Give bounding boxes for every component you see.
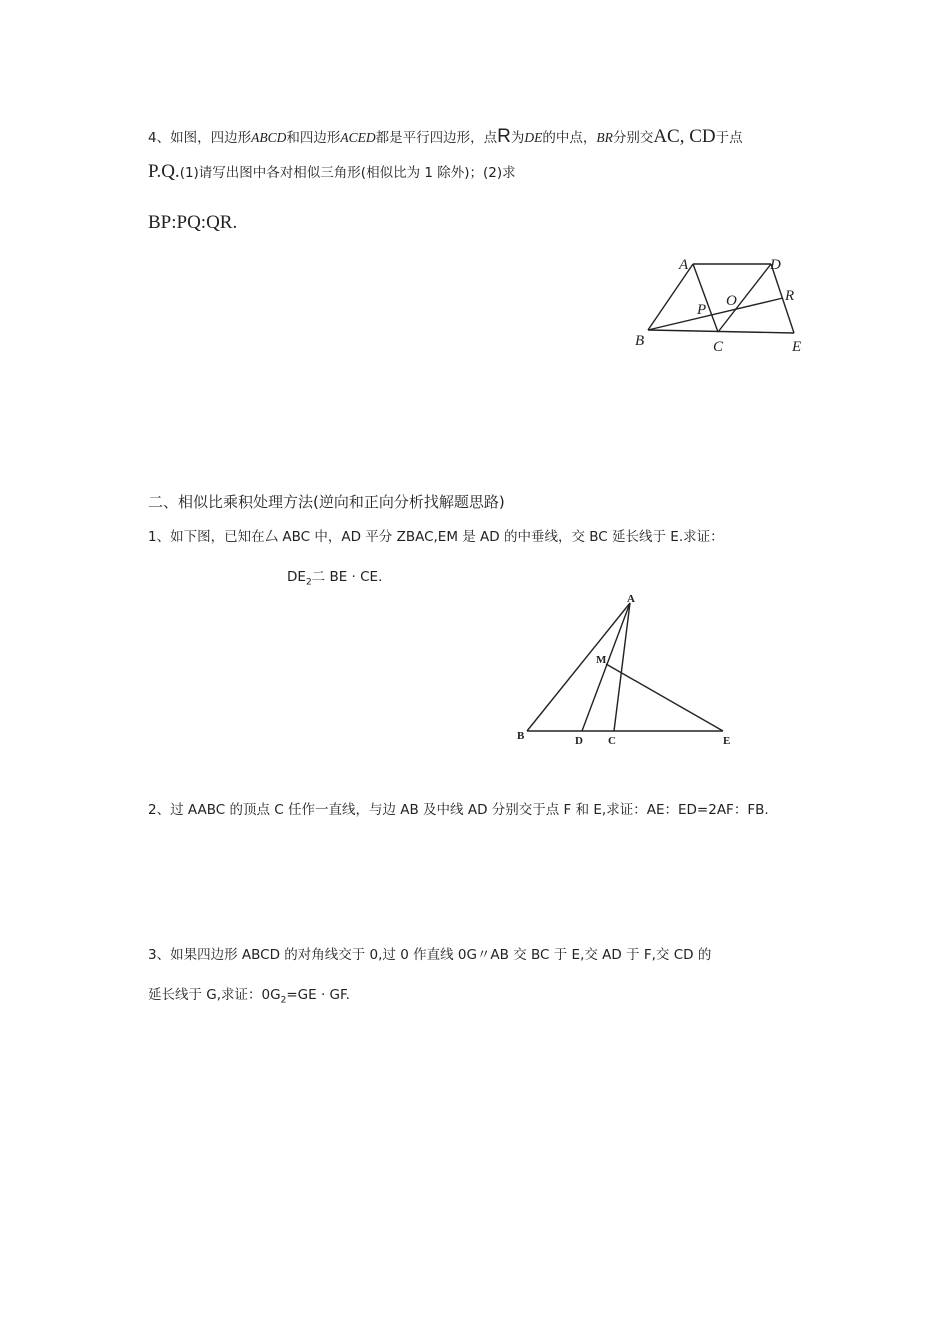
segment-me	[606, 664, 723, 731]
problem3-line2	[148, 986, 350, 1010]
text-segment: 4、如图，四边形	[148, 130, 252, 146]
text-segment: 和四边形	[286, 130, 341, 146]
segment-ac	[693, 264, 718, 332]
text-segment: 的中点，	[542, 130, 597, 146]
formula-subscript: 2	[280, 995, 287, 1006]
text-segment: 于点	[715, 130, 743, 146]
problem4-line2	[148, 163, 516, 182]
formula-part: 二 BE · CE.	[311, 569, 383, 585]
parallelogram-figure	[620, 250, 820, 360]
text-segment: 都是平行四边形，点	[375, 130, 498, 146]
math-ac-cd: AC, CD	[653, 126, 716, 147]
text-segment: 分别交	[612, 130, 654, 146]
text-segment: 为	[510, 130, 525, 146]
math-aced: ACED	[340, 130, 376, 145]
math-br: BR	[596, 130, 613, 145]
segment-ab	[648, 264, 693, 330]
label-a: A	[627, 593, 635, 605]
label-d: D	[770, 257, 781, 273]
label-b: B	[517, 730, 525, 742]
text-segment: =GE · GF.	[286, 987, 350, 1003]
math-abcd: ABCD	[251, 130, 287, 145]
segment-ab	[527, 603, 630, 731]
problem1-text: 1、如下图，已知在厶 ABC 中，AD 平分 ZBAC,EM 是 AD 的中垂线，交 BC 延长线于 E.求证：	[148, 529, 724, 545]
text-segment: (1)请写出图中各对相似三角形(相似比为 1 除外)；(2)求	[179, 165, 516, 181]
label-a: A	[679, 257, 689, 273]
problem2-text: 2、过 AABC 的顶点 C 任作一直线，与边 AB 及中线 AD 分别交于点 F 和 E,求证：AE：ED=2AF：FB.	[148, 802, 769, 818]
label-e: E	[723, 735, 731, 747]
problem4-line1	[148, 128, 743, 147]
formula-part: DE	[287, 569, 306, 585]
problem3-line1: 3、如果四边形 ABCD 的对角线交于 0,过 0 作直线 0G〃AB 交 BC 于 E,交 AD 于 F,交 CD 的	[148, 947, 712, 963]
section-heading: 二、相似比乘积处理方法(逆向和正向分析找解题思路)	[148, 493, 505, 511]
label-b: B	[635, 333, 645, 349]
label-c: C	[713, 339, 724, 355]
label-p: P	[697, 302, 707, 318]
triangle-figure	[510, 590, 750, 750]
segment-ac	[614, 603, 630, 731]
formula-subscript: 2	[305, 577, 312, 588]
math-r: R	[497, 126, 511, 147]
problem1-formula	[287, 568, 382, 592]
label-c: C	[608, 735, 616, 747]
label-d: D	[575, 735, 583, 747]
label-m: M	[596, 654, 607, 666]
text-segment: 延长线于 G,求证：0G	[148, 987, 281, 1003]
math-de: DE	[524, 130, 543, 145]
problem4-line3: BP:PQ:QR.	[148, 212, 238, 233]
label-r: R	[785, 288, 795, 304]
segment-ad	[582, 603, 630, 731]
segment-be	[648, 330, 794, 333]
math-pq: P.Q.	[148, 161, 180, 182]
label-o: O	[726, 293, 737, 309]
label-e: E	[792, 339, 802, 355]
